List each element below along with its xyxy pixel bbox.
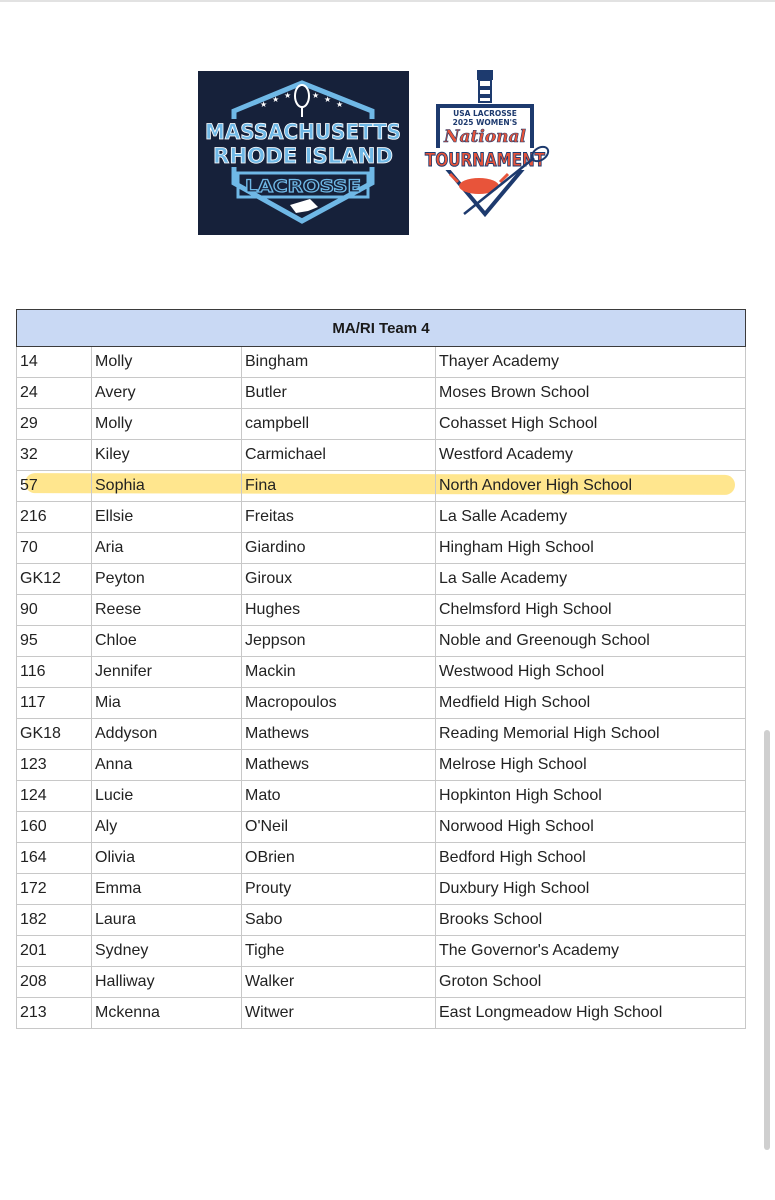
first-name-cell: Mia [92,688,242,718]
tournament-line-4: TOURNAMENT [425,149,546,171]
roster-table [16,309,746,1029]
logo-line-1: MASSACHUSETTS [205,120,401,144]
school-cell: Brooks School [439,911,543,928]
svg-text:★: ★ [260,100,268,109]
school-cell: Norwood High School [439,818,594,835]
school-cell: Moses Brown School [439,384,590,401]
first-name-cell: Molly [92,347,242,377]
table-row [17,843,745,874]
tournament-line-1: USA LACROSSE [453,109,517,118]
jersey-number-cell: 70 [17,533,92,563]
table-title: MA/RI Team 4 [16,309,746,347]
first-name-cell: Peyton [92,564,242,594]
first-name-cell: Reese [92,595,242,625]
jersey-number-cell: GK12 [17,564,92,594]
jersey-number-cell: GK18 [17,719,92,749]
first-name-cell: Lucie [92,781,242,811]
table-row [17,750,745,781]
jersey-number-cell: 117 [17,688,92,718]
school-cell: Groton School [439,973,542,990]
table-row [17,533,745,564]
lighthouse-icon [477,70,493,102]
first-name-cell: Kiley [92,440,242,470]
last-name-cell: Walker [242,967,436,997]
table-row [17,347,745,378]
school-cell: Duxbury High School [439,880,590,897]
table-row [17,626,745,657]
table-row [17,409,745,440]
table-row [17,905,745,936]
svg-text:★: ★ [312,91,320,100]
last-name-cell: Prouty [242,874,436,904]
school-cell: La Salle Academy [439,570,568,587]
tournament-line-3: National [443,127,527,147]
first-name-cell: Anna [92,750,242,780]
table-row [17,812,745,843]
table-row [17,502,745,533]
table-row [17,967,745,998]
table-row [17,874,745,905]
first-name-cell: Aria [92,533,242,563]
school-cell: Hingham High School [439,539,594,556]
table-row [17,781,745,812]
logo-line-2: RHODE ISLAND [213,144,393,168]
jersey-number-cell: 216 [17,502,92,532]
table-row [17,657,745,688]
first-name-cell: Olivia [92,843,242,873]
table-row [17,564,745,595]
last-name-cell: Sabo [242,905,436,935]
first-name-cell: Jennifer [92,657,242,687]
jersey-number-cell: 24 [17,378,92,408]
first-name-cell: Sydney [92,936,242,966]
jersey-number-cell: 164 [17,843,92,873]
last-name-cell: campbell [242,409,436,439]
table-row [17,936,745,967]
svg-text:★: ★ [336,100,344,109]
top-rule [0,0,775,2]
school-cell: Cohasset High School [439,415,598,432]
logo-line-3: LACROSSE [245,177,361,197]
school-cell: Melrose High School [439,756,587,773]
school-cell: Chelmsford High School [439,601,612,618]
school-cell: Reading Memorial High School [439,725,660,742]
jersey-number-cell: 160 [17,812,92,842]
jersey-number-cell: 14 [17,347,92,377]
school-cell: North Andover High School [439,477,632,494]
table-row [17,719,745,750]
table-row [17,378,745,409]
first-name-cell: Chloe [92,626,242,656]
last-name-cell: Giardino [242,533,436,563]
school-cell: Hopkinton High School [439,787,602,804]
first-name-cell: Addyson [92,719,242,749]
school-cell: Noble and Greenough School [439,632,650,649]
first-name-cell: Molly [92,409,242,439]
table-row [17,595,745,626]
first-name-cell: Avery [92,378,242,408]
first-name-cell: Halliway [92,967,242,997]
last-name-cell: O'Neil [242,812,436,842]
school-cell: Medfield High School [439,694,591,711]
school-cell: Thayer Academy [439,353,560,370]
tournament-line-2: 2025 WOMEN'S [452,118,518,127]
last-name-cell: Fina [242,471,436,501]
last-name-cell: Carmichael [242,440,436,470]
table-row [17,440,745,471]
table-row [17,471,745,502]
first-name-cell: Ellsie [92,502,242,532]
last-name-cell: Mato [242,781,436,811]
table-body [17,347,745,1029]
jersey-number-cell: 116 [17,657,92,687]
last-name-cell: Mathews [242,719,436,749]
last-name-cell: Mackin [242,657,436,687]
last-name-cell: Macropoulos [242,688,436,718]
jersey-number-cell: 32 [17,440,92,470]
school-cell: Bedford High School [439,849,586,866]
last-name-cell: Freitas [242,502,436,532]
jersey-number-cell: 124 [17,781,92,811]
jersey-number-cell: 208 [17,967,92,997]
jersey-number-cell: 123 [17,750,92,780]
first-name-cell: Aly [92,812,242,842]
school-cell: East Longmeadow High School [439,1004,663,1021]
first-name-cell: Sophia [92,471,242,501]
mari-lacrosse-logo [198,71,409,235]
first-name-cell: Mckenna [92,998,242,1028]
scrollbar[interactable] [764,730,770,1150]
school-cell: Westwood High School [439,663,605,680]
first-name-cell: Emma [92,874,242,904]
jersey-number-cell: 182 [17,905,92,935]
national-tournament-logo [424,66,554,220]
jersey-number-cell: 213 [17,998,92,1028]
last-name-cell: Tighe [242,936,436,966]
table-row [17,998,745,1029]
last-name-cell: Bingham [242,347,436,377]
school-cell: The Governor's Academy [439,942,620,959]
last-name-cell: Jeppson [242,626,436,656]
jersey-number-cell: 172 [17,874,92,904]
jersey-number-cell: 29 [17,409,92,439]
last-name-cell: Giroux [242,564,436,594]
jersey-number-cell: 201 [17,936,92,966]
jersey-number-cell: 57 [17,471,92,501]
school-cell: Westford Academy [439,446,573,463]
svg-text:★: ★ [272,95,280,104]
last-name-cell: OBrien [242,843,436,873]
last-name-cell: Butler [242,378,436,408]
jersey-number-cell: 90 [17,595,92,625]
jersey-number-cell: 95 [17,626,92,656]
svg-text:★: ★ [284,91,292,100]
last-name-cell: Hughes [242,595,436,625]
first-name-cell: Laura [92,905,242,935]
school-cell: La Salle Academy [439,508,568,525]
table-row [17,688,745,719]
last-name-cell: Mathews [242,750,436,780]
last-name-cell: Witwer [242,998,436,1028]
svg-text:★: ★ [324,95,332,104]
